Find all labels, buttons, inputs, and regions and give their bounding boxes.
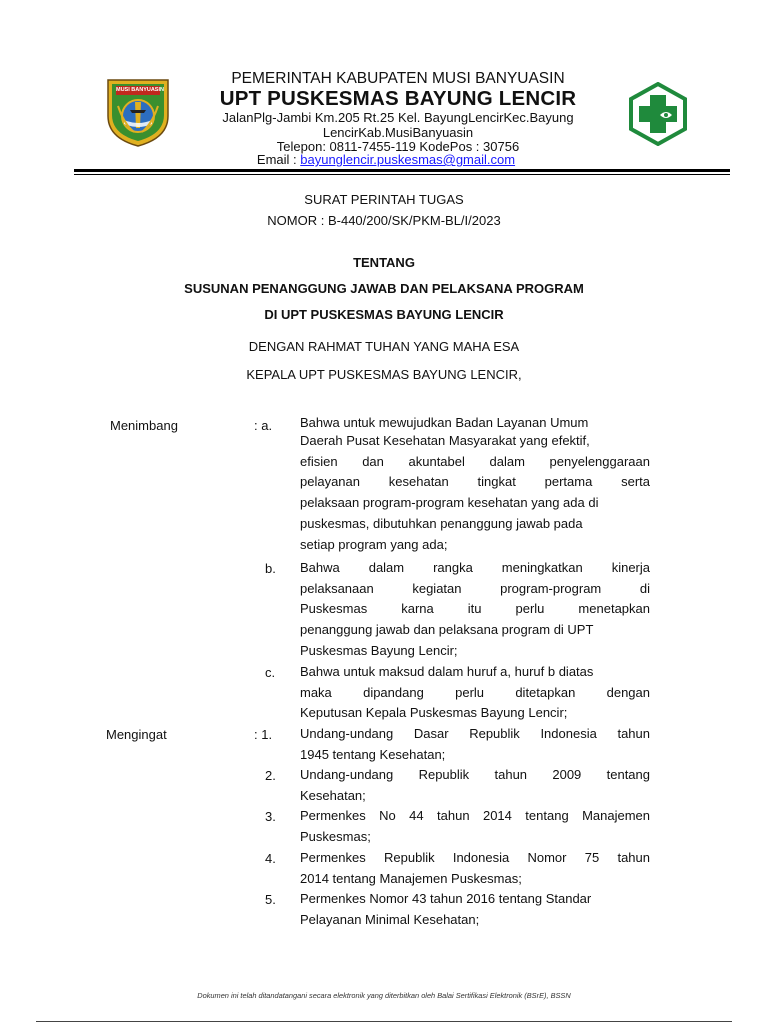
considering-label: Menimbang: [110, 418, 178, 433]
considering-marker-b: b.: [265, 561, 276, 576]
opening-line-2: KEPALA UPT PUSKESMAS BAYUNG LENCIR,: [246, 367, 522, 382]
text-line: Bahwa untuk maksud dalam huruf a, huruf b diatas: [300, 664, 594, 679]
organization-name: UPT PUSKESMAS BAYUNG LENCIR: [219, 87, 577, 110]
text-line: penanggung jawab dan pelaksana program di UPT: [300, 622, 594, 638]
text-line: setiap program yang ada;: [300, 536, 448, 552]
text-line: Bahwa dalam rangka meningkatkan kinerja: [300, 560, 650, 575]
remembering-item-1: [300, 724, 650, 765]
text-line: Puskesmas Bayung Lencir;: [300, 642, 458, 658]
document-type: SURAT PERINTAH TUGAS: [304, 192, 464, 207]
remembering-label: Mengingat: [106, 727, 167, 742]
phone-line: Telepon: 0811-7455-119 KodePos : 30756: [276, 139, 520, 154]
e-signature-note: Dokumen ini telah ditandatangani secara elektronik yang diterbitkan oleh Balai Sertifikasi Elektronik (BSrE), BSSN: [197, 991, 571, 1000]
considering-item-b: [300, 558, 650, 662]
text-line: Puskesmas;: [300, 828, 371, 844]
emblem-banner-text: MUSI BANYUASIN: [116, 87, 164, 93]
remembering-item-5: [300, 889, 650, 930]
text-line: efisien dan akuntabel dalam penyelenggaraan: [300, 453, 650, 469]
footer-rule: [36, 1021, 732, 1022]
considering-marker-c: c.: [265, 665, 276, 680]
text-line: Puskesmas karna itu perlu menetapkan: [300, 601, 650, 617]
considering-marker-a: : a.: [254, 418, 273, 433]
email-link[interactable]: bayunglencir.puskesmas@gmail.com: [300, 152, 516, 167]
header-rule-thick: [74, 169, 730, 172]
remembering-marker-4: 4.: [265, 851, 276, 866]
text-line: maka dipandang perlu ditetapkan dengan: [300, 684, 650, 700]
about-heading: TENTANG: [353, 255, 415, 270]
text-line: Permenkes Nomor 43 tahun 2016 tentang Standar: [300, 891, 592, 906]
remembering-marker-5: 5.: [265, 892, 276, 907]
text-line: Undang-undang Republik tahun 2009 tentang: [300, 767, 650, 782]
opening-line-1: DENGAN RAHMAT TUHAN YANG MAHA ESA: [248, 339, 520, 354]
text-line: Pelayanan Minimal Kesehatan;: [300, 911, 480, 927]
remembering-marker-2: 2.: [265, 768, 276, 783]
text-line: Permenkes No 44 tahun 2014 tentang Manajemen: [300, 808, 650, 823]
document-number: NOMOR : B-440/200/SK/PKM-BL/I/2023: [267, 213, 501, 228]
address-line-1: JalanPlg-Jambi Km.205 Rt.25 Kel. BayungLencirKec.Bayung: [222, 110, 574, 125]
remembering-marker-3: 3.: [265, 809, 276, 824]
considering-item-c: [300, 662, 650, 724]
text-line: pelayanan kesehatan tingkat pertama serta: [300, 474, 650, 490]
email-label: Email :: [256, 152, 301, 167]
text-line: 1945 tentang Kesehatan;: [300, 746, 446, 762]
text-line: Bahwa untuk mewujudkan Badan Layanan Umum: [300, 415, 589, 430]
subject-line-1: SUSUNAN PENANGGUNG JAWAB DAN PELAKSANA PROGRAM: [184, 281, 584, 296]
address-line-2: LencirKab.MusiBanyuasin: [322, 125, 474, 140]
text-line: pelaksanaan kegiatan program-program di: [300, 580, 650, 596]
text-line: puskesmas, dibutuhkan penanggung jawab pada: [300, 515, 583, 531]
remembering-item-2: [300, 765, 650, 806]
text-line: Daerah Pusat Kesehatan Masyarakat yang efektif,: [300, 433, 590, 448]
government-name: PEMERINTAH KABUPATEN MUSI BANYUASIN: [231, 70, 565, 87]
remembering-marker-1: : 1.: [254, 727, 273, 742]
text-line: Undang-undang Dasar Republik Indonesia tahun: [300, 726, 650, 741]
remembering-item-4: [300, 848, 650, 889]
email-line: [0, 152, 768, 167]
considering-item-a: [300, 415, 650, 555]
remembering-item-3: [300, 806, 650, 847]
text-line: pelaksaan program-program kesehatan yang ada di: [300, 495, 599, 511]
text-line: Kesehatan;: [300, 787, 366, 803]
subject-line-2: DI UPT PUSKESMAS BAYUNG LENCIR: [264, 307, 504, 322]
text-line: 2014 tentang Manajemen Puskesmas;: [300, 870, 522, 886]
header-rule-thin: [74, 174, 730, 175]
text-line: Permenkes Republik Indonesia Nomor 75 tahun: [300, 850, 650, 865]
text-line: Keputusan Kepala Puskesmas Bayung Lencir;: [300, 705, 568, 721]
